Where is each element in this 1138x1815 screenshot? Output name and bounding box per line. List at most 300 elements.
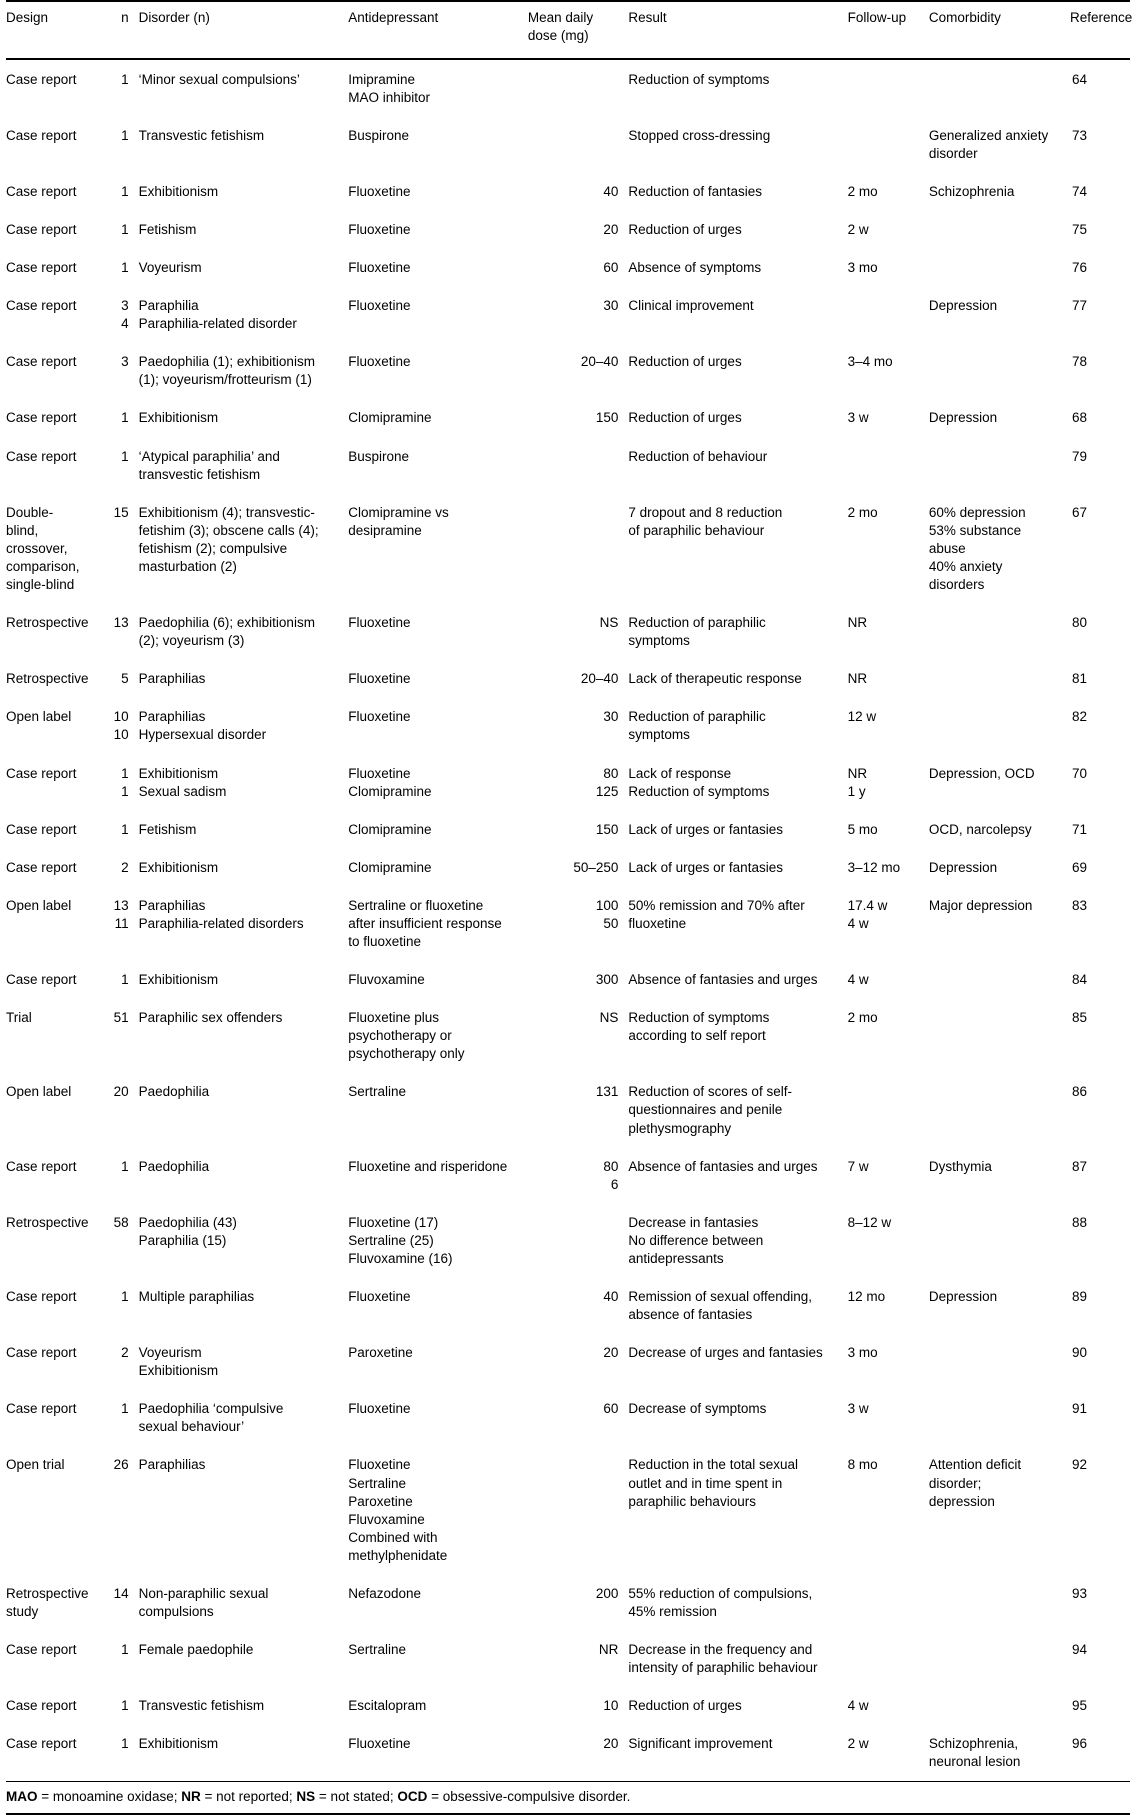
table-row [6,849,1130,887]
cell-comorbidity [929,343,1070,399]
cell-reference: 86 [1072,1084,1088,1100]
cell-comorbidity-line: OCD, narcolepsy [928,821,1032,837]
cell-antidepressant-line: Clomipramine [348,859,432,875]
footnote-abbr: MAO [6,1789,38,1805]
cell-dose-line: 20–40 [580,354,619,370]
cell-followup [848,399,929,437]
cell-followup [848,211,929,249]
cell-result-line: Decrease in fantasies [628,1214,759,1230]
cell-design [6,1073,89,1147]
cell-comorbidity-line: Generalized anxiety [928,127,1049,143]
cell-result [628,249,847,287]
cell-followup [848,849,929,887]
cell-result-line: Stopped cross-dressing [628,127,771,143]
cell-design [6,1278,89,1334]
cell-n [89,1575,138,1631]
cell-dose [528,604,629,660]
column-header-followup: Follow-up [848,1,929,59]
cell-result-line: antidepressants [628,1250,724,1266]
cell-followup-line: 8 mo [847,1457,878,1473]
cell-n-line: 1 [121,1642,129,1658]
cell-n [89,249,138,287]
cell-result-line: Reduction of symptoms [628,71,770,87]
cell-result-line: Significant improvement [628,1736,773,1752]
cell-result [628,117,847,173]
cell-dose [528,1278,629,1334]
cell-n [89,604,138,660]
cell-antidepressant-line: psychotherapy or [348,1028,452,1044]
studies-table [6,0,1133,1815]
cell-antidepressant [348,1575,528,1631]
cell-followup [848,173,929,211]
cell-result [628,887,847,961]
cell-reference: 68 [1072,410,1088,426]
cell-dose-line: 40 [603,1288,619,1304]
table-body [6,59,1130,1782]
cell-followup-line: 3–12 mo [847,859,901,875]
column-header-disorder: Disorder (n) [139,1,349,59]
cell-antidepressant-line: Fluoxetine and risperidone [348,1158,508,1174]
cell-dose [528,887,629,961]
cell-antidepressant [348,961,528,999]
cell-antidepressant-line: Fluvoxamine [348,1511,425,1527]
cell-reference: 84 [1072,972,1088,988]
cell-antidepressant-line: Escitalopram [348,1698,427,1714]
footnote [6,1782,1130,1814]
cell-antidepressant [348,173,528,211]
cell-disorder-line: ‘Minor sexual compulsions’ [138,71,300,87]
cell-dose-line: 80 [603,765,619,781]
cell-disorder-line: Paraphilia [138,298,199,314]
cell-design-line: Case report [6,127,77,143]
cell-dose-line: 20 [603,1345,619,1361]
cell-reference: 67 [1072,504,1088,520]
cell-comorbidity-line: Depression, OCD [928,765,1035,781]
table-row [6,117,1130,173]
cell-n-line: 10 [113,727,129,743]
cell-followup-line: 3 w [847,410,869,426]
cell-dose-line: 10 [603,1698,619,1714]
cell-disorder-line: Exhibitionism [138,1736,219,1752]
cell-dose [528,343,629,399]
cell-followup-line: 7 w [847,1158,869,1174]
cell-result [628,1446,847,1574]
cell-result [628,698,847,754]
cell-reference: 82 [1072,709,1088,725]
cell-design-line: Case report [6,71,77,87]
footnote-text: = obsessive-compulsive disorder. [427,1789,631,1805]
cell-n [89,399,138,437]
cell-antidepressant [348,343,528,399]
cell-design [6,59,89,117]
cell-comorbidity [929,1631,1070,1687]
cell-disorder-line: Exhibitionism [138,183,219,199]
cell-reference: 93 [1072,1585,1088,1601]
cell-antidepressant-line: methylphenidate [348,1547,448,1563]
cell-antidepressant-line: Paroxetine [348,1345,413,1361]
cell-antidepressant [348,1390,528,1446]
cell-result-line: Reduction of fantasies [628,183,762,199]
cell-dose-line: 100 [595,897,619,913]
cell-comorbidity [929,1204,1070,1278]
cell-antidepressant-line: Clomipramine [348,821,432,837]
cell-followup-line: 4 w [847,1698,869,1714]
cell-antidepressant-line: Paroxetine [348,1493,413,1509]
cell-design [6,849,89,887]
cell-n [89,660,138,698]
cell-reference: 91 [1072,1401,1088,1417]
cell-antidepressant-line: Fluvoxamine [348,972,425,988]
cell-disorder [139,660,349,698]
cell-n-line: 1 [121,260,129,276]
cell-followup [848,287,929,343]
cell-antidepressant-line: Fluoxetine [348,765,411,781]
cell-dose-line: 50–250 [573,859,619,875]
cell-antidepressant [348,249,528,287]
cell-design-line: Retrospective [6,615,89,631]
cell-disorder [139,211,349,249]
cell-antidepressant [348,117,528,173]
cell-antidepressant-line: Fluoxetine [348,709,411,725]
cell-followup-line: 2 w [847,222,869,238]
cell-followup-line: 8–12 w [847,1214,892,1230]
cell-design-line: Trial [6,1010,32,1026]
cell-disorder-line: Paraphilias [138,1457,206,1473]
cell-design-line: Case report [6,1158,77,1174]
cell-followup-line: 3 mo [847,260,878,276]
cell-result-line: of paraphilic behaviour [628,522,765,538]
cell-result-line: Absence of symptoms [628,260,762,276]
cell-followup [848,59,929,117]
cell-antidepressant-line: Fluoxetine [348,298,411,314]
cell-design [6,438,89,494]
cell-antidepressant [348,287,528,343]
cell-reference: 85 [1072,1010,1088,1026]
cell-dose-line: 20 [603,222,619,238]
cell-design [6,117,89,173]
cell-comorbidity [929,494,1070,604]
cell-disorder-line: Paraphilias [138,897,206,913]
cell-design [6,999,89,1073]
cell-disorder-line: Voyeurism [138,260,202,276]
footnote-text: = not stated; [315,1789,398,1805]
cell-result-line: Reduction in the total sexual [628,1457,798,1473]
cell-n [89,811,138,849]
cell-dose-line: NS [599,1010,619,1026]
cell-n-line: 1 [121,783,129,799]
cell-followup-line: 1 y [847,783,866,799]
cell-design-line: Retrospective [6,1214,89,1230]
cell-dose-line: 80 [603,1158,619,1174]
cell-comorbidity [929,211,1070,249]
cell-disorder [139,999,349,1073]
cell-result [628,1725,847,1782]
cell-result [628,1575,847,1631]
cell-result-line: questionnaires and penile [628,1102,783,1118]
cell-disorder-line: Multiple paraphilias [138,1288,255,1304]
table-row [6,1687,1130,1725]
table-row [6,1334,1130,1390]
cell-followup-line: 2 mo [847,1010,878,1026]
cell-disorder-line: Exhibitionism [138,765,219,781]
cell-n [89,1687,138,1725]
cell-comorbidity [929,438,1070,494]
cell-dose-line: 30 [603,298,619,314]
cell-n-line: 1 [121,821,129,837]
cell-result-line: Lack of urges or fantasies [628,821,783,837]
cell-design-line: Case report [6,298,77,314]
cell-disorder-line: fetishism (2); compulsive [138,540,288,556]
cell-disorder-line: Paraphilias [138,709,206,725]
cell-n [89,887,138,961]
cell-design-line: Case report [6,1345,77,1361]
cell-comorbidity [929,1446,1070,1574]
cell-result-line: Decrease of urges and fantasies [628,1345,823,1361]
cell-dose-line: 20–40 [580,671,619,687]
cell-disorder-line: transvestic fetishism [138,466,261,482]
footnote-abbr: OCD [397,1789,428,1805]
cell-followup-line: NR [847,765,868,781]
cell-dose-line: 60 [603,1401,619,1417]
cell-result-line: Lack of urges or fantasies [628,859,783,875]
table-row [6,1148,1130,1204]
cell-result-line: Reduction of symptoms [628,783,770,799]
cell-design [6,1631,89,1687]
cell-comorbidity [929,1725,1070,1782]
column-header-result: Result [628,1,847,59]
cell-result-line: Reduction of behaviour [628,448,768,464]
cell-design-line: Open label [6,709,72,725]
cell-followup [848,660,929,698]
cell-reference: 87 [1072,1158,1088,1174]
cell-n [89,1148,138,1204]
cell-comorbidity [929,1148,1070,1204]
cell-disorder [139,887,349,961]
column-header-dose [528,1,629,59]
cell-comorbidity-line: 60% depression [928,504,1026,520]
column-header-comorbidity: Comorbidity [929,1,1070,59]
cell-reference: 89 [1072,1288,1088,1304]
cell-antidepressant-line: Clomipramine [348,783,432,799]
cell-design-line: Open trial [6,1457,65,1473]
cell-disorder [139,249,349,287]
cell-disorder-line: Paraphilia (15) [138,1232,227,1248]
cell-dose-line: 200 [595,1585,619,1601]
table-row [6,961,1130,999]
cell-dose [528,438,629,494]
cell-result-line: according to self report [628,1028,766,1044]
cell-comorbidity [929,249,1070,287]
cell-disorder-line: Voyeurism [138,1345,202,1361]
column-header-n: n [89,1,138,59]
cell-reference: 96 [1072,1736,1088,1752]
cell-result-line: 7 dropout and 8 reduction [628,504,783,520]
cell-dose [528,660,629,698]
cell-disorder [139,1204,349,1278]
cell-disorder-line: Transvestic fetishism [138,1698,265,1714]
cell-comorbidity-line: Depression [928,859,998,875]
cell-disorder [139,117,349,173]
cell-comorbidity-line: disorder [928,145,978,161]
cell-design-line: Case report [6,1288,77,1304]
cell-dose [528,1204,629,1278]
cell-comorbidity [929,1687,1070,1725]
cell-disorder-line: Paedophilia (43) [138,1214,237,1230]
cell-antidepressant [348,849,528,887]
table-row [6,59,1130,117]
cell-disorder [139,343,349,399]
cell-result [628,849,847,887]
cell-comorbidity [929,117,1070,173]
cell-followup [848,1687,929,1725]
cell-comorbidity [929,961,1070,999]
cell-result [628,59,847,117]
cell-disorder-line: (2); voyeurism (3) [138,633,245,649]
cell-antidepressant [348,1204,528,1278]
cell-dose [528,1687,629,1725]
cell-disorder-line: Paraphilia-related disorder [138,316,297,332]
cell-antidepressant [348,999,528,1073]
cell-disorder-line: Exhibitionism [138,410,219,426]
table-row [6,1725,1130,1782]
cell-dose [528,1390,629,1446]
cell-design-line: Case report [6,410,77,426]
cell-design [6,1687,89,1725]
cell-disorder [139,1725,349,1782]
cell-result [628,999,847,1073]
table-row [6,173,1130,211]
cell-disorder-line: (1); voyeurism/frotteurism (1) [138,372,312,388]
cell-disorder [139,1390,349,1446]
cell-n-line: 2 [121,859,129,875]
cell-result-line: Lack of therapeutic response [628,671,802,687]
cell-dose-line: 20 [603,1736,619,1752]
cell-disorder [139,755,349,811]
cell-followup-line: 2 w [847,1736,869,1752]
cell-antidepressant [348,755,528,811]
cell-disorder-line: sexual behaviour’ [138,1419,245,1435]
cell-comorbidity [929,1278,1070,1334]
cell-design [6,1390,89,1446]
cell-disorder [139,494,349,604]
table-row [6,399,1130,437]
cell-dose-line: NR [598,1642,619,1658]
cell-n-line: 1 [121,1401,129,1417]
cell-disorder-line: fetishim (3); obscene calls (4); [138,522,319,538]
cell-antidepressant-line: Sertraline [348,1084,406,1100]
cell-followup [848,1073,929,1147]
cell-design-line: Case report [6,821,77,837]
table-footer [6,1782,1130,1814]
table-row [6,660,1130,698]
cell-result-line: 50% remission and 70% after [628,897,805,913]
cell-dose-line: NS [599,615,619,631]
cell-antidepressant [348,1278,528,1334]
cell-result-line: 45% remission [628,1604,717,1619]
cell-n-line: 5 [121,671,129,687]
cell-result-line: symptoms [628,727,690,743]
table-row [6,604,1130,660]
cell-design-line: study [6,1604,39,1619]
cell-disorder-line: Fetishism [138,821,197,837]
cell-design-line: single-blind [6,577,75,593]
cell-comorbidity-line: Major depression [928,897,1033,913]
cell-n-line: 1 [121,127,129,143]
cell-dose-line: 150 [595,410,619,426]
cell-antidepressant-line: Fluoxetine plus [348,1010,440,1026]
cell-result-line: Absence of fantasies and urges [628,1158,818,1174]
cell-dose [528,961,629,999]
cell-followup-line: 4 w [847,915,869,931]
cell-disorder-line: masturbation (2) [138,558,237,574]
cell-result [628,660,847,698]
cell-design [6,1334,89,1390]
cell-antidepressant-line: Buspirone [348,127,409,143]
cell-disorder-line: Paedophilia ‘compulsive [138,1401,284,1417]
cell-disorder [139,698,349,754]
cell-disorder-line: Fetishism [138,222,197,238]
cell-result-line: Decrease of symptoms [628,1401,767,1417]
cell-disorder-line: Paraphilias [138,671,206,687]
table-header [6,1,1133,59]
table-row [6,999,1130,1073]
cell-result-line: No difference between [628,1232,764,1248]
cell-disorder [139,173,349,211]
footnote-abbr: NR [181,1789,201,1805]
cell-disorder-line: Female paedophile [138,1642,254,1658]
cell-antidepressant-line: Fluoxetine [348,1288,411,1304]
cell-disorder-line: Transvestic fetishism [138,127,265,143]
cell-followup-line: NR [847,671,868,687]
cell-dose [528,698,629,754]
cell-disorder [139,287,349,343]
cell-design [6,211,89,249]
cell-result-line: paraphilic behaviours [628,1493,756,1509]
cell-comorbidity [929,1073,1070,1147]
cell-result-line: Reduction of paraphilic [628,709,766,725]
cell-dose [528,1575,629,1631]
cell-design-line: Case report [6,222,77,238]
cell-comorbidity-line: Schizophrenia, [928,1736,1019,1752]
cell-followup [848,604,929,660]
cell-disorder [139,1073,349,1147]
cell-result [628,1334,847,1390]
cell-antidepressant [348,59,528,117]
cell-antidepressant [348,604,528,660]
cell-comorbidity-line: disorder; [928,1475,982,1491]
cell-disorder [139,1575,349,1631]
cell-n-line: 1 [121,972,129,988]
cell-design [6,1446,89,1574]
cell-result-line: plethysmography [628,1120,732,1136]
cell-n [89,849,138,887]
cell-antidepressant-line: Fluoxetine [348,1401,411,1417]
cell-disorder [139,604,349,660]
cell-result [628,961,847,999]
cell-disorder-line: Sexual sadism [138,783,227,799]
cell-comorbidity [929,287,1070,343]
cell-disorder-line: Paedophilia [138,1084,210,1100]
cell-comorbidity [929,660,1070,698]
cell-design [6,287,89,343]
cell-comorbidity-line: Dysthymia [928,1158,992,1174]
cell-dose-line: 40 [603,183,619,199]
cell-design-line: Case report [6,448,77,464]
table-row [6,494,1130,604]
cell-followup [848,1204,929,1278]
cell-n [89,698,138,754]
cell-dose-line: 125 [595,783,619,799]
